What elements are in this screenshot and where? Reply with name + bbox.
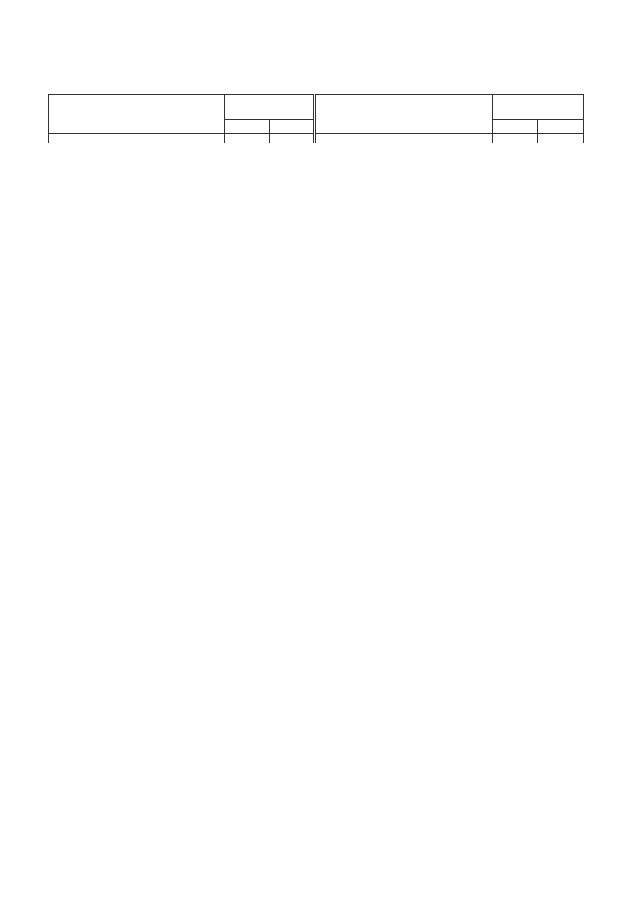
- left-diameter-cells: [49, 134, 225, 144]
- subheader-1-left: [224, 120, 269, 134]
- subheader-2-left: [269, 120, 315, 134]
- left-torque-col2: [269, 134, 315, 144]
- subheader-1-right: [493, 120, 538, 134]
- col-header-torque-left: [224, 95, 315, 120]
- col-header-diameter-left: [49, 95, 225, 134]
- col-header-diameter-right: [315, 95, 493, 134]
- page-content: [48, 76, 584, 161]
- col-header-torque-right: [493, 95, 584, 120]
- right-diameter-cells: [315, 134, 493, 144]
- subheader-2-right: [538, 120, 584, 134]
- right-torque-col1: [493, 134, 538, 144]
- right-torque-col2: [538, 134, 584, 144]
- torque-table: [48, 94, 584, 143]
- left-torque-col1: [224, 134, 269, 144]
